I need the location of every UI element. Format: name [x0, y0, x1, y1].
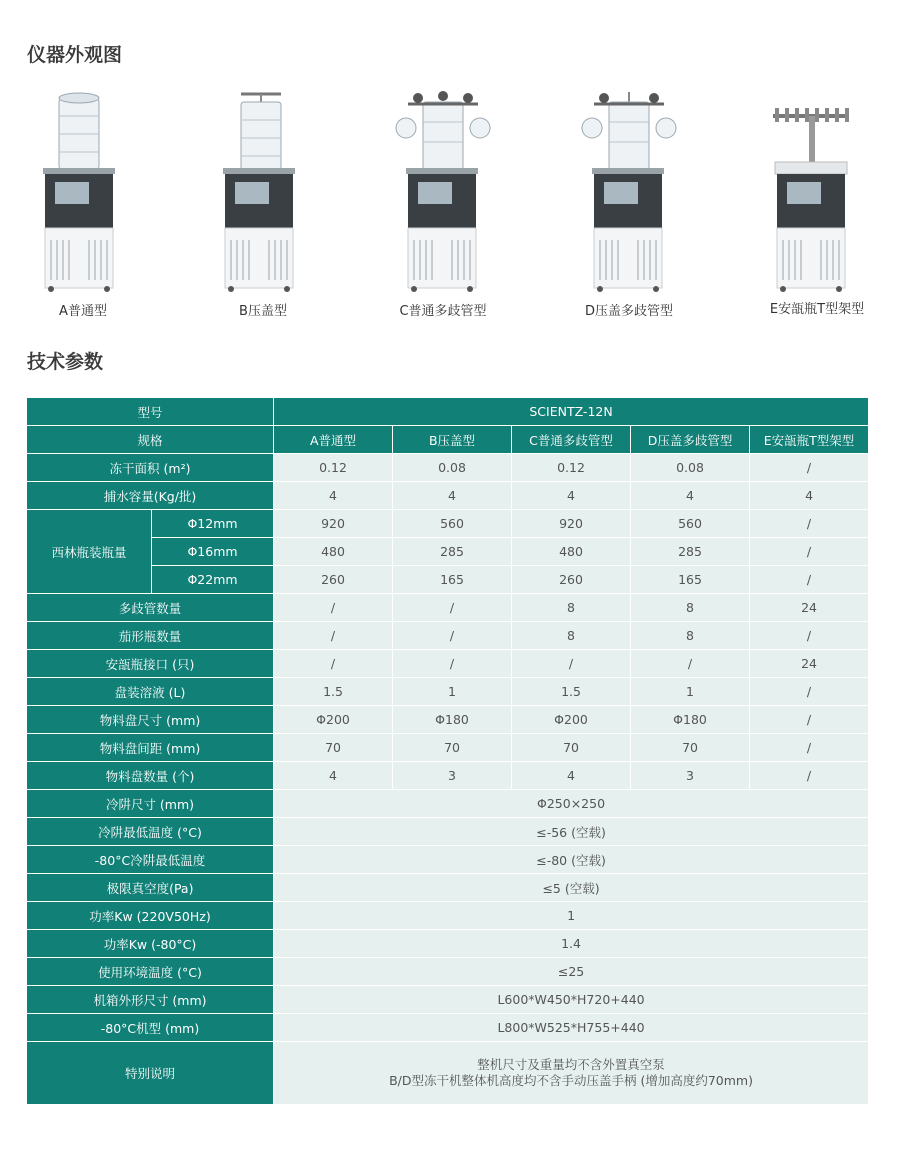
cell: 4	[274, 482, 393, 510]
table-row	[27, 706, 869, 734]
table-row	[27, 650, 869, 678]
cell: 24	[750, 650, 869, 678]
row-label: 物料盘数量 (个)	[27, 762, 274, 790]
cell: 1	[274, 902, 869, 930]
params-section-title: 技术参数	[27, 351, 104, 373]
vial-group-label: 西林瓶装瓶量	[27, 510, 152, 594]
cell: /	[750, 510, 869, 538]
cell: /	[274, 650, 393, 678]
freeze-dryer-stoppering-manifold-icon	[574, 88, 684, 293]
table-row	[27, 678, 869, 706]
cell: 480	[512, 538, 631, 566]
row-label: 极限真空度(Pa)	[27, 874, 274, 902]
table-row-note	[27, 1042, 869, 1105]
cell: /	[750, 454, 869, 482]
cell: ≤-80 (空载)	[274, 846, 869, 874]
cell: 70	[393, 734, 512, 762]
row-label: -80°C冷阱最低温度	[27, 846, 274, 874]
cell: /	[750, 622, 869, 650]
cell: 8	[512, 594, 631, 622]
row-label: 盘装溶液 (L)	[27, 678, 274, 706]
cell: Φ250×250	[274, 790, 869, 818]
cell: 920	[274, 510, 393, 538]
cell: 3	[393, 762, 512, 790]
table-row	[27, 538, 869, 566]
vial-size-label: Φ22mm	[152, 566, 274, 594]
cell: 165	[393, 566, 512, 594]
table-row	[27, 958, 869, 986]
table-row-model	[27, 398, 869, 426]
cell: ≤5 (空载)	[274, 874, 869, 902]
cell: 0.08	[393, 454, 512, 482]
cell: 0.12	[274, 454, 393, 482]
note-line: B/D型冻干机整体机高度均不含手动压盖手柄 (增加高度约70mm)	[389, 1073, 753, 1088]
table-row	[27, 622, 869, 650]
product-gallery	[0, 88, 900, 328]
spec-table	[26, 397, 869, 1105]
table-row	[27, 818, 869, 846]
table-row	[27, 454, 869, 482]
table-row	[27, 902, 869, 930]
cell: ≤25	[274, 958, 869, 986]
cell: /	[750, 678, 869, 706]
table-row	[27, 482, 869, 510]
cell: L800*W525*H755+440	[274, 1014, 869, 1042]
product-e	[742, 88, 892, 317]
cell: 1.5	[512, 678, 631, 706]
model-value: SCIENTZ-12N	[274, 398, 869, 426]
row-label: 物料盘尺寸 (mm)	[27, 706, 274, 734]
table-row	[27, 930, 869, 958]
cell: /	[512, 650, 631, 678]
row-label: 冻干面积 (m²)	[27, 454, 274, 482]
variant-header: E安瓿瓶T型架型	[750, 426, 869, 454]
cell: 4	[512, 762, 631, 790]
cell: 4	[631, 482, 750, 510]
row-label: 安瓿瓶接口 (只)	[27, 650, 274, 678]
cell: L600*W450*H720+440	[274, 986, 869, 1014]
cell: 8	[631, 622, 750, 650]
product-d	[554, 88, 704, 319]
table-row	[27, 566, 869, 594]
cell: Φ180	[631, 706, 750, 734]
cell: 24	[750, 594, 869, 622]
row-label: 冷阱尺寸 (mm)	[27, 790, 274, 818]
cell: 3	[631, 762, 750, 790]
cell: 920	[512, 510, 631, 538]
cell: 260	[512, 566, 631, 594]
cell: 4	[274, 762, 393, 790]
row-label: 型号	[27, 398, 274, 426]
product-c	[368, 88, 518, 319]
row-label: 机箱外形尺寸 (mm)	[27, 986, 274, 1014]
row-label: 规格	[27, 426, 274, 454]
table-row	[27, 986, 869, 1014]
cell: ≤-56 (空载)	[274, 818, 869, 846]
cell: /	[750, 706, 869, 734]
cell: Φ200	[512, 706, 631, 734]
table-row	[27, 762, 869, 790]
cell: 4	[750, 482, 869, 510]
table-row-spec	[27, 426, 869, 454]
row-label: 功率Kw (-80°C)	[27, 930, 274, 958]
variant-header: A普通型	[274, 426, 393, 454]
cell: 560	[393, 510, 512, 538]
cell: 1.4	[274, 930, 869, 958]
cell: 285	[631, 538, 750, 566]
row-label: 多歧管数量	[27, 594, 274, 622]
cell: Φ180	[393, 706, 512, 734]
row-label: 使用环境温度 (°C)	[27, 958, 274, 986]
table-row	[27, 510, 869, 538]
cell: 4	[512, 482, 631, 510]
cell: 1.5	[274, 678, 393, 706]
vial-size-label: Φ16mm	[152, 538, 274, 566]
cell: /	[393, 622, 512, 650]
cell: 8	[631, 594, 750, 622]
freeze-dryer-ampoule-t-rack-icon	[767, 88, 867, 293]
product-b-caption: B压盖型	[239, 304, 287, 319]
variant-header: D压盖多歧管型	[631, 426, 750, 454]
product-a	[8, 88, 158, 319]
cell: /	[750, 734, 869, 762]
table-row	[27, 874, 869, 902]
cell: /	[393, 650, 512, 678]
table-row	[27, 594, 869, 622]
cell: 0.08	[631, 454, 750, 482]
cell: 4	[393, 482, 512, 510]
table-row	[27, 1014, 869, 1042]
cell: /	[631, 650, 750, 678]
row-label: 物料盘间距 (mm)	[27, 734, 274, 762]
row-label: 功率Kw (220V50Hz)	[27, 902, 274, 930]
row-label: 捕水容量(Kg/批)	[27, 482, 274, 510]
product-e-caption: E安瓿瓶T型架型	[769, 302, 865, 317]
cell: 1	[631, 678, 750, 706]
variant-header: C普通多歧管型	[512, 426, 631, 454]
product-c-caption: C普通多歧管型	[399, 304, 487, 319]
table-row	[27, 734, 869, 762]
note-line: 整机尺寸及重量均不含外置真空泵	[477, 1057, 665, 1072]
cell: 165	[631, 566, 750, 594]
variant-header: B压盖型	[393, 426, 512, 454]
cell: 1	[393, 678, 512, 706]
product-b	[188, 88, 338, 319]
vial-size-label: Φ12mm	[152, 510, 274, 538]
cell: 560	[631, 510, 750, 538]
freeze-dryer-manifold-icon	[388, 88, 498, 293]
freeze-dryer-stoppering-icon	[215, 88, 311, 293]
appearance-section-title: 仪器外观图	[27, 44, 123, 66]
cell: 0.12	[512, 454, 631, 482]
product-d-caption: D压盖多歧管型	[584, 304, 673, 319]
row-label: 冷阱最低温度 (°C)	[27, 818, 274, 846]
row-label: 茄形瓶数量	[27, 622, 274, 650]
cell: /	[274, 594, 393, 622]
cell: /	[274, 622, 393, 650]
cell: /	[750, 762, 869, 790]
product-a-caption: A普通型	[59, 304, 107, 319]
cell: 70	[274, 734, 393, 762]
cell: 8	[512, 622, 631, 650]
row-label: 特别说明	[27, 1042, 274, 1105]
cell: /	[750, 566, 869, 594]
cell: Φ200	[274, 706, 393, 734]
cell: 285	[393, 538, 512, 566]
note-cell	[274, 1042, 869, 1105]
cell: 260	[274, 566, 393, 594]
freeze-dryer-standard-icon	[35, 88, 131, 293]
cell: 480	[274, 538, 393, 566]
row-label: -80°C机型 (mm)	[27, 1014, 274, 1042]
table-row	[27, 790, 869, 818]
table-row	[27, 846, 869, 874]
cell: 70	[512, 734, 631, 762]
cell: /	[393, 594, 512, 622]
cell: /	[750, 538, 869, 566]
cell: 70	[631, 734, 750, 762]
